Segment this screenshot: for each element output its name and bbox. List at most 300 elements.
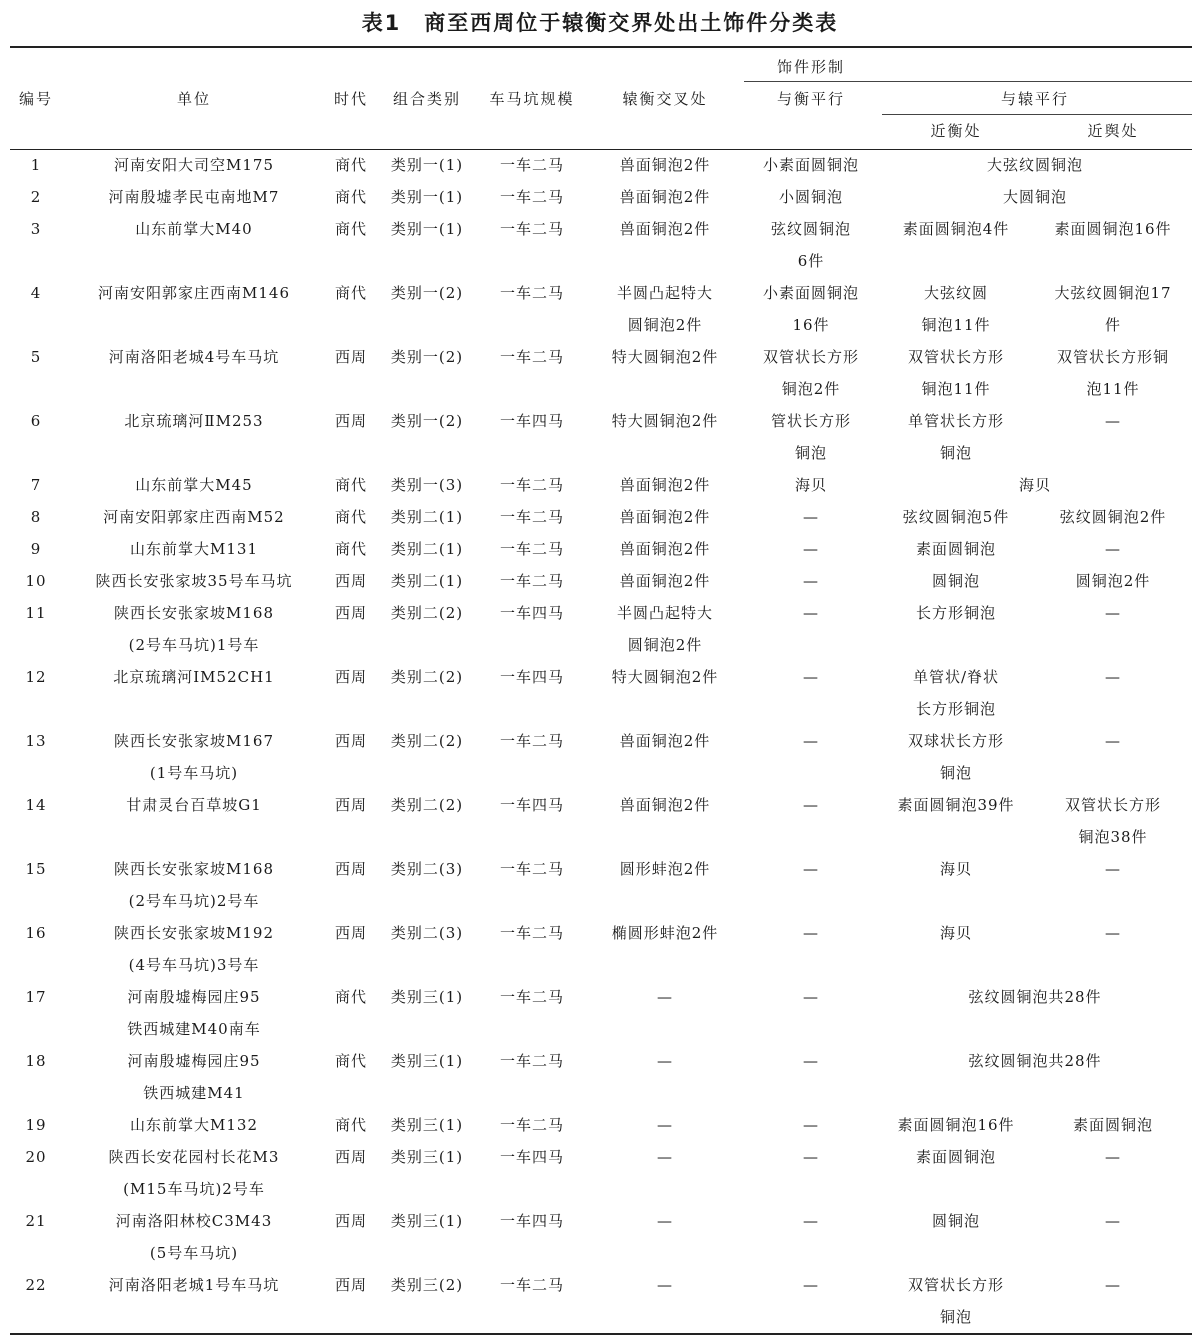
cell-id [10, 789, 62, 853]
cell-junction [586, 917, 744, 981]
cell-line: 圆铜泡 [931, 1212, 980, 1230]
cell-era [326, 405, 376, 469]
cell-id [10, 181, 62, 213]
cell-near-heng [878, 565, 1034, 597]
cell-line: 弦纹圆铜泡 [770, 220, 851, 238]
cell-line: 北京琉璃河ⅡM253 [124, 412, 264, 430]
cell-category [376, 181, 478, 213]
cell-pit-size [478, 149, 586, 181]
cell-line: 一车二马 [499, 220, 564, 238]
cell-line: 山东前掌大M40 [135, 220, 253, 238]
cell-line: — [803, 1148, 819, 1166]
table-row [10, 1141, 1192, 1205]
cell-line: 特大圆铜泡2件 [611, 348, 719, 366]
cell-line: 铜泡38件 [1078, 828, 1148, 846]
cell-parallel-yuan-merged [878, 1045, 1192, 1109]
cell-id [10, 725, 62, 789]
cell-line: 13 [25, 732, 47, 750]
cell-line: 类别二(2) [390, 796, 464, 814]
cell-era [326, 501, 376, 533]
cell-pit-size [478, 469, 586, 501]
cell-line: 西周 [334, 732, 367, 750]
header-junction: 辕衡交叉处 [622, 90, 708, 108]
cell-line: 兽面铜泡2件 [619, 796, 711, 814]
cell-line: — [803, 732, 819, 750]
cell-id [10, 1109, 62, 1141]
cell-line: — [1105, 604, 1121, 622]
table-row [10, 149, 1192, 181]
cell-line: 14 [25, 796, 47, 814]
cell-parallel-heng [744, 917, 878, 981]
cell-line: — [803, 604, 819, 622]
cell-era [326, 597, 376, 661]
cell-parallel-heng [744, 597, 878, 661]
cell-line: 管状长方形 [770, 412, 851, 430]
cell-near-yu [1034, 917, 1192, 981]
cell-line: — [1105, 924, 1121, 942]
cell-id [10, 565, 62, 597]
cell-line: 海贝 [939, 924, 972, 942]
cell-line: — [803, 540, 819, 558]
header-near-heng: 近衡处 [930, 122, 982, 140]
cell-line: 铜泡11件 [921, 380, 991, 398]
cell-line: 双管状长方形 [907, 1276, 1004, 1294]
header-yuan-underline [882, 114, 1192, 115]
cell-line: 9 [30, 540, 42, 558]
cell-near-heng [878, 1205, 1034, 1269]
cell-unit [62, 917, 326, 981]
cell-line: — [803, 508, 819, 526]
cell-line: — [657, 988, 673, 1006]
cell-line: 17 [25, 988, 47, 1006]
cell-parallel-heng [744, 725, 878, 789]
cell-near-heng [878, 1269, 1034, 1333]
cell-pit-size [478, 213, 586, 277]
table-row [10, 853, 1192, 917]
cell-line: 兽面铜泡2件 [619, 156, 711, 174]
cell-line: 小素面圆铜泡 [762, 156, 859, 174]
cell-unit [62, 981, 326, 1045]
cell-line: 河南洛阳老城1号车马坑 [108, 1276, 280, 1294]
table-row [10, 725, 1192, 789]
cell-near-yu [1034, 1205, 1192, 1269]
cell-parallel-heng [744, 213, 878, 277]
cell-line: 铜泡 [794, 444, 827, 462]
cell-id [10, 469, 62, 501]
cell-junction [586, 149, 744, 181]
cell-line: (1号车马坑) [149, 764, 239, 782]
cell-line: — [657, 1052, 673, 1070]
cell-line: 小圆铜泡 [778, 188, 843, 206]
table-row [10, 1045, 1192, 1109]
cell-line: 兽面铜泡2件 [619, 540, 711, 558]
cell-junction [586, 533, 744, 565]
cell-unit [62, 501, 326, 533]
cell-line: 一车二马 [499, 348, 564, 366]
table-row [10, 661, 1192, 725]
cell-era [326, 1109, 376, 1141]
cell-line: 陕西长安花园村长花M3 [108, 1148, 280, 1166]
cell-line: 椭圆形蚌泡2件 [611, 924, 719, 942]
cell-line: 类别三(1) [390, 1148, 464, 1166]
cell-line: 山东前掌大M45 [135, 476, 253, 494]
cell-line: 双管状长方形 [1065, 796, 1162, 814]
header-id: 编号 [18, 90, 53, 108]
cell-line: 类别三(1) [390, 1212, 464, 1230]
cell-junction [586, 1045, 744, 1109]
cell-category [376, 981, 478, 1045]
cell-line: — [657, 1276, 673, 1294]
cell-pit-size [478, 1205, 586, 1269]
data-table [10, 149, 1192, 1333]
cell-line: 1 [30, 156, 42, 174]
cell-line: 大弦纹圆铜泡 [987, 156, 1084, 174]
cell-pit-size [478, 277, 586, 341]
cell-id [10, 1141, 62, 1205]
cell-line: — [803, 572, 819, 590]
cell-id [10, 597, 62, 661]
cell-parallel-heng [744, 1045, 878, 1109]
cell-id [10, 277, 62, 341]
cell-junction [586, 501, 744, 533]
cell-id [10, 1045, 62, 1109]
cell-line: 类别二(1) [390, 508, 464, 526]
cell-parallel-heng [744, 565, 878, 597]
cell-category [376, 213, 478, 277]
header-era: 时代 [333, 90, 368, 108]
cell-junction [586, 1109, 744, 1141]
cell-category [376, 1045, 478, 1109]
cell-line: 西周 [334, 668, 367, 686]
cell-unit [62, 405, 326, 469]
table-row [10, 341, 1192, 405]
cell-parallel-heng [744, 1269, 878, 1333]
cell-line: 圆铜泡2件 [1075, 572, 1151, 590]
cell-near-yu [1034, 1141, 1192, 1205]
cell-era [326, 1141, 376, 1205]
cell-line: 甘肃灵台百草坡G1 [126, 796, 262, 814]
cell-line: 类别三(1) [390, 1052, 464, 1070]
cell-line: — [803, 1116, 819, 1134]
cell-near-heng [878, 597, 1034, 661]
cell-junction [586, 565, 744, 597]
cell-line: 一车四马 [499, 412, 564, 430]
cell-unit [62, 1109, 326, 1141]
cell-line: 素面圆铜泡 [1073, 1116, 1154, 1134]
cell-line: — [803, 988, 819, 1006]
table-row [10, 181, 1192, 213]
cell-line: 弦纹圆铜泡共28件 [968, 988, 1102, 1006]
cell-near-yu [1034, 501, 1192, 533]
cell-line: 兽面铜泡2件 [619, 572, 711, 590]
cell-era [326, 853, 376, 917]
table-row [10, 533, 1192, 565]
cell-line: 铜泡 [939, 1308, 972, 1326]
header-ornament-underline [744, 81, 1192, 82]
cell-parallel-yuan-merged [878, 149, 1192, 181]
cell-line: — [1105, 412, 1121, 430]
cell-line: 一车四马 [499, 668, 564, 686]
cell-unit [62, 1141, 326, 1205]
cell-parallel-yuan-merged [878, 181, 1192, 213]
header-unit: 单位 [176, 90, 211, 108]
cell-near-heng [878, 341, 1034, 405]
cell-line: 西周 [334, 1276, 367, 1294]
cell-near-yu [1034, 1109, 1192, 1141]
cell-pit-size [478, 981, 586, 1045]
cell-junction [586, 1205, 744, 1269]
cell-line: 类别一(3) [390, 476, 464, 494]
cell-near-yu [1034, 1269, 1192, 1333]
cell-junction [586, 405, 744, 469]
cell-line: 山东前掌大M131 [130, 540, 258, 558]
header-ornament-form: 饰件形制 [776, 58, 845, 76]
cell-line: 22 [25, 1276, 47, 1294]
cell-line: 类别三(2) [390, 1276, 464, 1294]
cell-line: 西周 [334, 1148, 367, 1166]
cell-line: 类别三(1) [390, 988, 464, 1006]
cell-line: 类别二(1) [390, 572, 464, 590]
cell-era [326, 661, 376, 725]
cell-line: — [657, 1116, 673, 1134]
cell-line: 弦纹圆铜泡2件 [1059, 508, 1167, 526]
cell-near-yu [1034, 789, 1192, 853]
cell-parallel-heng [744, 501, 878, 533]
cell-parallel-heng [744, 981, 878, 1045]
cell-line: 类别二(2) [390, 732, 464, 750]
cell-category [376, 341, 478, 405]
cell-line: 西周 [334, 412, 367, 430]
cell-line: 大弦纹圆铜泡17 [1054, 284, 1172, 302]
cell-line: 双球状长方形 [907, 732, 1004, 750]
cell-junction [586, 597, 744, 661]
cell-line: 兽面铜泡2件 [619, 732, 711, 750]
cell-era [326, 1045, 376, 1109]
cell-era [326, 789, 376, 853]
cell-parallel-heng [744, 1109, 878, 1141]
cell-near-heng [878, 661, 1034, 725]
header-parallel-yuan: 与辕平行 [1000, 90, 1069, 108]
cell-pit-size [478, 341, 586, 405]
cell-line: 河南殷墟梅园庄95 [127, 1052, 261, 1070]
cell-category [376, 149, 478, 181]
cell-line: 类别二(3) [390, 860, 464, 878]
cell-parallel-heng [744, 469, 878, 501]
cell-line: — [1105, 540, 1121, 558]
cell-line: 铜泡 [939, 444, 972, 462]
cell-pit-size [478, 789, 586, 853]
cell-unit [62, 277, 326, 341]
cell-category [376, 661, 478, 725]
cell-line: 弦纹圆铜泡共28件 [968, 1052, 1102, 1070]
cell-line: 21 [25, 1212, 47, 1230]
cell-near-yu [1034, 405, 1192, 469]
table-row [10, 501, 1192, 533]
cell-line: 大圆铜泡 [1003, 188, 1068, 206]
cell-line: — [803, 668, 819, 686]
cell-line: 一车二马 [499, 1276, 564, 1294]
cell-category [376, 597, 478, 661]
header-near-yu: 近舆处 [1087, 122, 1139, 140]
cell-line: 大弦纹圆 [923, 284, 988, 302]
cell-era [326, 725, 376, 789]
cell-near-yu [1034, 565, 1192, 597]
cell-line: 西周 [334, 1212, 367, 1230]
cell-line: 双管状长方形 [762, 348, 859, 366]
cell-line: 一车四马 [499, 1148, 564, 1166]
cell-line: — [1105, 1276, 1121, 1294]
cell-unit [62, 1205, 326, 1269]
cell-pit-size [478, 853, 586, 917]
cell-id [10, 981, 62, 1045]
cell-line: 商代 [334, 540, 367, 558]
cell-line: — [1105, 860, 1121, 878]
cell-junction [586, 469, 744, 501]
cell-line: (2号车马坑)1号车 [128, 636, 260, 654]
cell-pit-size [478, 1045, 586, 1109]
cell-line: 一车四马 [499, 796, 564, 814]
cell-unit [62, 181, 326, 213]
cell-line: 15 [25, 860, 47, 878]
table-row [10, 789, 1192, 853]
cell-category [376, 1109, 478, 1141]
cell-line: — [657, 1212, 673, 1230]
cell-junction [586, 981, 744, 1045]
cell-near-heng [878, 213, 1034, 277]
cell-line: 铜泡2件 [781, 380, 841, 398]
cell-line: — [1105, 1212, 1121, 1230]
cell-unit [62, 661, 326, 725]
cell-line: 兽面铜泡2件 [619, 220, 711, 238]
cell-line: — [803, 1052, 819, 1070]
cell-pit-size [478, 725, 586, 789]
cell-line: 河南安阳大司空M175 [114, 156, 274, 174]
cell-line: 商代 [334, 284, 367, 302]
cell-parallel-heng [744, 1205, 878, 1269]
cell-line: 商代 [334, 988, 367, 1006]
cell-near-yu [1034, 277, 1192, 341]
cell-line: 商代 [334, 508, 367, 526]
cell-line: 陕西长安张家坡M168 [114, 860, 274, 878]
cell-parallel-heng [744, 661, 878, 725]
cell-era [326, 277, 376, 341]
cell-line: 兽面铜泡2件 [619, 188, 711, 206]
cell-line: (5号车马坑) [149, 1244, 239, 1262]
table-row [10, 565, 1192, 597]
cell-line: 河南殷墟孝民屯南地M7 [108, 188, 280, 206]
cell-era [326, 1269, 376, 1333]
cell-line: 兽面铜泡2件 [619, 508, 711, 526]
cell-line: 圆铜泡 [931, 572, 980, 590]
cell-line: 陕西长安张家坡M167 [114, 732, 274, 750]
cell-category [376, 789, 478, 853]
cell-line: 商代 [334, 1116, 367, 1134]
cell-line: 18 [25, 1052, 47, 1070]
cell-junction [586, 341, 744, 405]
cell-near-heng [878, 533, 1034, 565]
cell-near-yu [1034, 853, 1192, 917]
cell-line: 河南洛阳林校C3M43 [115, 1212, 273, 1230]
cell-near-heng [878, 501, 1034, 533]
cell-line: 一车二马 [499, 1116, 564, 1134]
cell-unit [62, 213, 326, 277]
cell-era [326, 181, 376, 213]
cell-line: 半圆凸起特大 [616, 284, 713, 302]
cell-near-yu [1034, 597, 1192, 661]
cell-near-heng [878, 789, 1034, 853]
cell-line: — [803, 1212, 819, 1230]
cell-line: 双管状长方形铜 [1057, 348, 1170, 366]
cell-line: — [657, 1148, 673, 1166]
cell-line: 素面圆铜泡 [915, 1148, 996, 1166]
cell-line: 素面圆铜泡39件 [897, 796, 1015, 814]
cell-line: 圆铜泡2件 [627, 636, 703, 654]
table-row [10, 405, 1192, 469]
header-pit-size: 车马坑规模 [489, 90, 575, 108]
cell-line: 5 [30, 348, 42, 366]
cell-near-heng [878, 1109, 1034, 1141]
cell-category [376, 725, 478, 789]
cell-unit [62, 789, 326, 853]
cell-line: 西周 [334, 860, 367, 878]
cell-line: 海贝 [939, 860, 972, 878]
cell-line: 10 [25, 572, 47, 590]
cell-line: 单管状/脊状 [912, 668, 1000, 686]
cell-era [326, 213, 376, 277]
cell-line: 圆铜泡2件 [627, 316, 703, 334]
cell-junction [586, 853, 744, 917]
cell-line: 圆形蚌泡2件 [619, 860, 711, 878]
cell-near-heng [878, 725, 1034, 789]
cell-category [376, 1269, 478, 1333]
cell-line: 北京琉璃河ⅠM52CH1 [113, 668, 275, 686]
cell-line: 半圆凸起特大 [616, 604, 713, 622]
cell-line: — [803, 1276, 819, 1294]
cell-pit-size [478, 597, 586, 661]
cell-line: 类别一(2) [390, 412, 464, 430]
cell-line: 小素面圆铜泡 [762, 284, 859, 302]
cell-line: 7 [30, 476, 42, 494]
cell-line: 西周 [334, 924, 367, 942]
cell-near-heng [878, 853, 1034, 917]
cell-pit-size [478, 1141, 586, 1205]
cell-pit-size [478, 917, 586, 981]
cell-line: 一车二马 [499, 508, 564, 526]
cell-id [10, 533, 62, 565]
cell-line: 11 [25, 604, 47, 622]
table-row [10, 1109, 1192, 1141]
cell-category [376, 1205, 478, 1269]
cell-line: 一车二马 [499, 540, 564, 558]
cell-line: 一车四马 [499, 604, 564, 622]
cell-line: 一车二马 [499, 1052, 564, 1070]
cell-line: — [803, 796, 819, 814]
cell-parallel-heng [744, 853, 878, 917]
table-row [10, 469, 1192, 501]
cell-category [376, 1141, 478, 1205]
cell-line: 类别二(2) [390, 668, 464, 686]
cell-id [10, 149, 62, 181]
cell-line: 8 [30, 508, 42, 526]
cell-line: 河南殷墟梅园庄95 [127, 988, 261, 1006]
cell-line: — [1105, 668, 1121, 686]
cell-line: 一车二马 [499, 476, 564, 494]
cell-unit [62, 1045, 326, 1109]
cell-category [376, 405, 478, 469]
cell-category [376, 469, 478, 501]
cell-unit [62, 469, 326, 501]
cell-line: 4 [30, 284, 42, 302]
